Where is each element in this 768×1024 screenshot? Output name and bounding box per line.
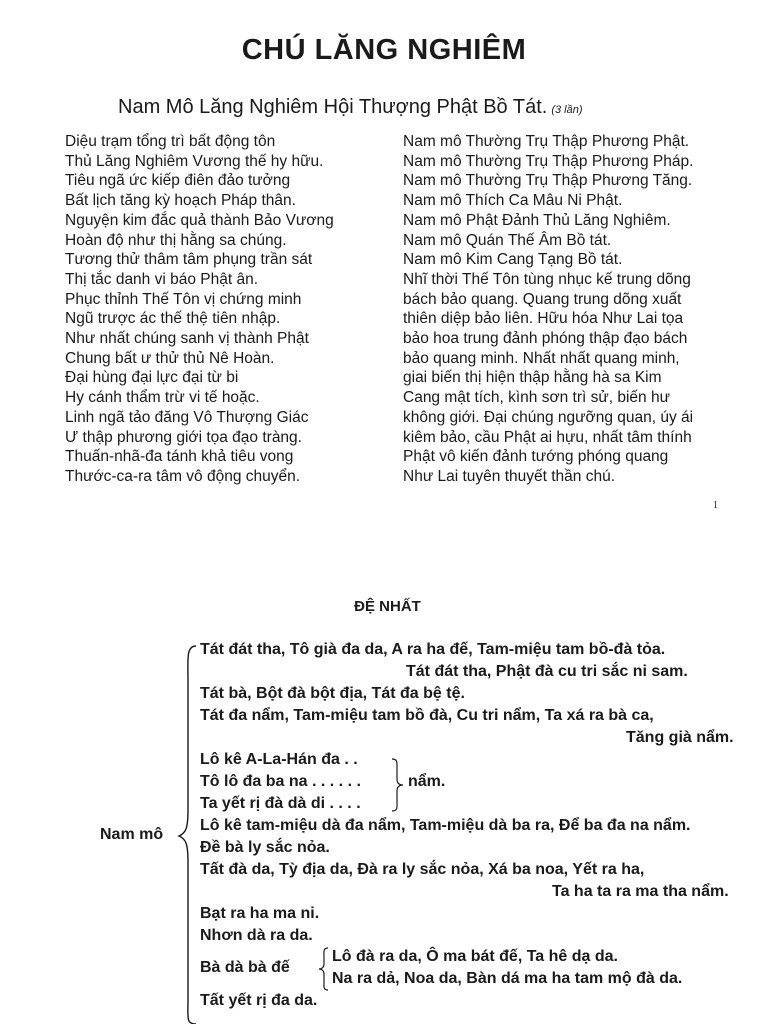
verse-column-right [403, 132, 738, 487]
verse-line: Diệu trạm tổng trì bất động tôn [65, 133, 276, 150]
mantra-line: Tăng già nẩm. [626, 729, 734, 746]
mantra-line: Ta ha ta ra ma tha nẩm. [552, 883, 729, 900]
verse-line: Như nhất chúng sanh vị thành Phật [65, 330, 309, 348]
homage-line: Nam mô Thường Trụ Thập Phương Tăng. [403, 172, 693, 190]
mantra-line: Tát đát tha, Phật đà cu tri sắc ni sam. [406, 663, 688, 680]
verse-line: Thuấn-nhã-đa tánh khả tiêu vong [65, 448, 294, 466]
section-title: ĐỆ NHẤT [354, 598, 421, 615]
mantra-line: Tất yết rị đa da. [200, 992, 318, 1009]
verse-line: Thủ Lăng Nghiêm Vương thế hy hữu. [65, 152, 324, 170]
mantra-line: Tô lô đa ba na . . . . . . [200, 773, 361, 790]
paragraph-line: bảo hoa trung đảnh phóng thập đạo bách [403, 330, 688, 348]
paragraph-line: thiên diệp bảo liên. Hữu hóa Như Lai tọa [403, 310, 684, 328]
homage-line: Nam mô Kim Cang Tạng Bồ tát. [403, 251, 623, 269]
paragraph-line: kiêm bảo, cầu Phật ai hựu, nhất tâm thính [403, 428, 692, 446]
verse-line: Bất lịch tăng kỳ hoạch Pháp thân. [65, 192, 296, 210]
verse-line: Ư thập phương giới tọa đạo tràng. [65, 428, 302, 446]
paragraph-line: bảo quang minh. Nhất nhất quang minh, [403, 349, 680, 367]
homage-line: Nam mô Quán Thế Âm Bồ tát. [403, 231, 612, 249]
verse-line: Linh ngã tảo đăng Vô Thượng Giác [65, 408, 309, 426]
mantra-line: Ta yết rị đà dà di . . . . [200, 795, 361, 812]
verse-line: Tiêu ngã ức kiếp điên đảo tưởng [65, 172, 291, 190]
small-brace-icon [316, 946, 330, 992]
paragraph-line: Phật vô kiến đảnh tướng phóng quang [403, 448, 669, 466]
verse-line: Ngũ trược ác thế thệ tiên nhập. [65, 310, 281, 328]
paragraph-line: không giới. Đại chúng ngưỡng quan, úy ái [403, 408, 694, 426]
mantra-line: Lô kê tam-miệu dà đa nẩm, Tam-miệu dà ba ra, Để ba đa na nẩm. [200, 817, 691, 834]
mantra-line: Na ra dả, Noa da, Bàn dá ma ha tam mộ đà da. [332, 970, 683, 987]
verse-line: Hoàn độ như thị hằng sa chúng. [65, 231, 287, 249]
verse-line: Nguyện kim đắc quả thành Bảo Vương [65, 211, 334, 229]
invocation-heading [118, 96, 583, 119]
paragraph-line: Như Lai tuyên thuyết thần chú. [403, 467, 616, 485]
page-number: 1 [713, 500, 718, 511]
large-brace-icon [176, 640, 200, 1024]
verse-line: Tương thử thâm tâm phụng trần sát [65, 251, 313, 269]
homage-line: Nam mô Phật Đảnh Thủ Lăng Nghiêm. [403, 211, 671, 229]
verse-line: Hy cánh thẩm trừ vi tế hoặc. [65, 389, 260, 407]
homage-line: Nam mô Thường Trụ Thập Phương Pháp. [403, 152, 694, 170]
homage-line: Nam mô Thường Trụ Thập Phương Phật. [403, 133, 690, 150]
right-brace-icon [390, 757, 406, 813]
mantra-label: Nam mô [100, 826, 164, 843]
mantra-line: Tát đát tha, Tô già đa da, A ra ha đế, Tam-miệu tam bồ-đà tỏa. [200, 641, 666, 658]
verse-line: Phục thỉnh Thế Tôn vị chứng minh [65, 290, 302, 308]
mantra-line: Bà dà bà đế [200, 959, 290, 976]
mantra-line: Tất đà da, Tỳ địa da, Đà ra ly sắc nỏa, Xá ba noa, Yết ra ha, [200, 861, 645, 878]
invocation-note: (3 lần) [551, 104, 583, 116]
mantra-line: Lô đà ra da, Ô ma bát đế, Ta hê dạ da. [332, 948, 618, 965]
mantra-line: Tát đa nẩm, Tam-miệu tam bồ đà, Cu tri nẩm, Ta xá ra bà ca, [200, 707, 654, 724]
homage-line: Nam mô Thích Ca Mâu Ni Phật. [403, 192, 623, 210]
paragraph-line: Nhĩ thời Thế Tôn tùng nhục kế trung dõng [403, 270, 691, 288]
mantra-line: Tát bà, Bột đà bột địa, Tát đa bệ tệ. [200, 685, 465, 702]
verse-column-left [65, 132, 395, 487]
verse-line: Thị tắc danh vi báo Phật ân. [65, 270, 259, 288]
mantra-line: Bạt ra ha ma ni. [200, 905, 320, 922]
mantra-line: Nhơn dà ra da. [200, 927, 313, 944]
paragraph-line: bách bảo quang. Quang trung dõng xuất [403, 290, 682, 308]
verse-line: Đại hùng đại lực đại từ bi [65, 369, 239, 387]
verse-line: Thước-ca-ra tâm vô động chuyển. [65, 467, 301, 485]
mantra-line: nẩm. [408, 773, 446, 790]
mantra-line: Đề bà ly sắc nỏa. [200, 839, 330, 856]
verse-line: Chung bất ư thử thủ Nê Hoàn. [65, 349, 275, 367]
mantra-line: Lô kê A-La-Hán đa . . [200, 751, 358, 768]
page-title: CHÚ LĂNG NGHIÊM [241, 34, 527, 66]
paragraph-line: Cang mật tích, kình sơn trì sử, biến hư [403, 389, 670, 407]
paragraph-line: giai biến thị hiện thập hằng hà sa Kim [403, 369, 662, 387]
invocation-text: Nam Mô Lăng Nghiêm Hội Thượng Phật Bồ Tát. [118, 96, 548, 118]
